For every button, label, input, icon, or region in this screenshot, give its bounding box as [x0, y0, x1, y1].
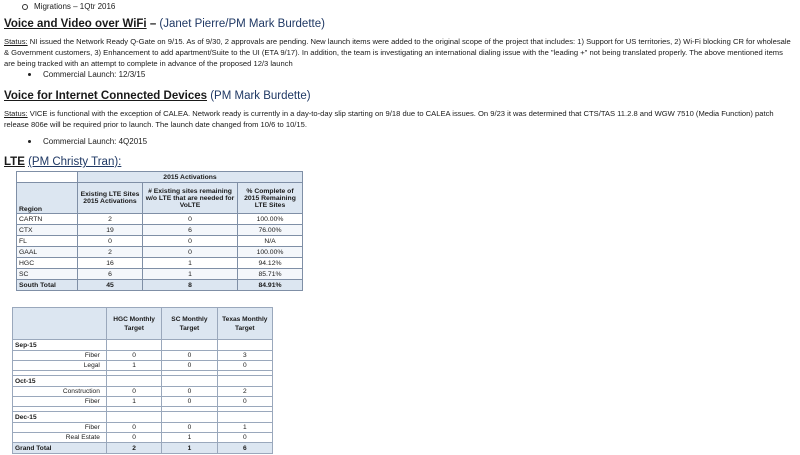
- existing-cell: 2: [78, 214, 143, 225]
- texas-value: 0: [217, 433, 272, 443]
- lte-heading-owners: (PM Christy Tran):: [28, 156, 122, 168]
- lte-col-remaining: # Existing sites remaining w/o LTE that are needed for VoLTE: [143, 183, 238, 214]
- iot-heading-title: Voice for Internet Connected Devices: [4, 90, 208, 102]
- sc-value: 0: [162, 351, 217, 361]
- bullet-dot-icon: [28, 140, 31, 143]
- table-row: [13, 397, 273, 407]
- region-cell: SC: [17, 269, 78, 280]
- iot-status: [4, 108, 794, 130]
- texas-value: 0: [217, 361, 272, 371]
- remaining-cell: 6: [143, 225, 238, 236]
- wifi-heading: [4, 18, 325, 30]
- mt-col-texas: Texas Monthly Target: [217, 308, 272, 340]
- texas-value: 0: [217, 397, 272, 407]
- wifi-heading-dash: –: [146, 18, 160, 30]
- group-row: [13, 340, 273, 351]
- existing-cell: 19: [78, 225, 143, 236]
- lte-band-spacer: [17, 172, 78, 183]
- wifi-heading-title: Voice and Video over WiFi: [4, 18, 147, 30]
- region-cell: CARTN: [17, 214, 78, 225]
- group-label: Sep-15: [13, 340, 107, 351]
- remaining-cell: 0: [143, 214, 238, 225]
- sc-total: 1: [162, 443, 217, 454]
- percent-cell: 100.00%: [238, 214, 303, 225]
- mt-col-sc: SC Monthly Target: [162, 308, 217, 340]
- percent-cell: 94.12%: [238, 258, 303, 269]
- iot-status-label: Status:: [4, 109, 28, 118]
- lte-heading-title: LTE: [4, 156, 25, 168]
- lte-col-region: Region: [17, 183, 78, 214]
- table-row: [17, 214, 303, 225]
- group-label: Dec-15: [13, 412, 107, 423]
- percent-cell: 85.71%: [238, 269, 303, 280]
- wifi-status-text: NI issued the Network Ready Q-Gate on 9/15. As of 9/30, 2 approvals are pending. New launch items were added to the original scope of the project that includes: 1) Support for US territories, 2) Wi-Fi blocking CR for wholesale & Government customers, 3) Enhancement to add apartment/Suite to the UI (ETA 9/17). In addition, the team is investigating an international dialing issue with the "leading +" not being translated properly. The above mentioned items are being tracked with an attempt to complete in advance of the proposed 12/3 launch: [4, 37, 791, 68]
- wifi-status: [4, 36, 794, 69]
- item-label: Fiber: [13, 397, 107, 407]
- texas-value: 2: [217, 387, 272, 397]
- item-label: Construction: [13, 387, 107, 397]
- circle-bullet-icon: [22, 4, 28, 10]
- sc-value: 0: [162, 423, 217, 433]
- texas-value: 1: [217, 423, 272, 433]
- total-percent-cell: 84.91%: [238, 280, 303, 291]
- grand-total-label: Grand Total: [13, 443, 107, 454]
- remaining-cell: 1: [143, 258, 238, 269]
- region-cell: GAAL: [17, 247, 78, 258]
- existing-cell: 6: [78, 269, 143, 280]
- remaining-cell: 1: [143, 269, 238, 280]
- table-row: [17, 247, 303, 258]
- table-row: [13, 387, 273, 397]
- table-row: [17, 236, 303, 247]
- region-cell: FL: [17, 236, 78, 247]
- existing-cell: 16: [78, 258, 143, 269]
- table-row: [17, 258, 303, 269]
- percent-cell: 76.00%: [238, 225, 303, 236]
- lte-band-title: 2015 Activations: [78, 172, 303, 183]
- iot-status-text: VICE is functional with the exception of CALEA. Network ready is currently in a day-to-day slip starting on 9/18 due to CALEA issues. On 9/23 it was determined that CTS/TAS 11.2.8 and WGW 7510 (Media Function) patch release 806e will be required prior to launch. The launch date changed from 10/6 to 10/15.: [4, 109, 774, 129]
- lte-activations-table-wrap: [16, 171, 303, 291]
- sc-value: 0: [162, 397, 217, 407]
- table-row: [13, 423, 273, 433]
- wifi-launch-bullet: [28, 70, 145, 79]
- hgc-value: 0: [106, 387, 161, 397]
- texas-value: 3: [217, 351, 272, 361]
- lte-heading: [4, 156, 121, 168]
- total-label-cell: South Total: [17, 280, 78, 291]
- lte-col-percent: % Complete of 2015 Remaining LTE Sites: [238, 183, 303, 214]
- wifi-status-label: Status:: [4, 37, 28, 46]
- iot-heading-owners: (PM Mark Burdette): [210, 90, 311, 102]
- hgc-value: 0: [106, 423, 161, 433]
- existing-cell: 2: [78, 247, 143, 258]
- mt-corner-cell: [13, 308, 107, 340]
- bullet-dot-icon: [28, 73, 31, 76]
- top-subbullet: [22, 2, 115, 12]
- sc-value: 0: [162, 387, 217, 397]
- item-label: Fiber: [13, 423, 107, 433]
- item-label: Fiber: [13, 351, 107, 361]
- group-row: [13, 412, 273, 423]
- iot-heading: [4, 90, 311, 102]
- region-cell: HGC: [17, 258, 78, 269]
- sc-value: 0: [162, 361, 217, 371]
- hgc-value: 1: [106, 361, 161, 371]
- migrations-text: Migrations – 1Qtr 2016: [34, 2, 116, 11]
- item-label: Legal: [13, 361, 107, 371]
- hgc-value: 0: [106, 433, 161, 443]
- hgc-value: 1: [106, 397, 161, 407]
- percent-cell: 100.00%: [238, 247, 303, 258]
- group-row: [13, 376, 273, 387]
- total-existing-cell: 45: [78, 280, 143, 291]
- total-remaining-cell: 8: [143, 280, 238, 291]
- table-row: [13, 433, 273, 443]
- table-row: [17, 269, 303, 280]
- iot-launch-text: Commercial Launch: 4Q2015: [43, 137, 148, 146]
- hgc-value: 0: [106, 351, 161, 361]
- lte-activations-table: [16, 171, 303, 291]
- wifi-launch-text: Commercial Launch: 12/3/15: [43, 70, 146, 79]
- wifi-heading-owners: (Janet Pierre/PM Mark Burdette): [159, 18, 325, 30]
- monthly-target-table-wrap: [12, 307, 273, 454]
- lte-col-existing: Existing LTE Sites 2015 Activations: [78, 183, 143, 214]
- mt-col-hgc: HGC Monthly Target: [106, 308, 161, 340]
- table-total-row: [17, 280, 303, 291]
- table-row: [13, 351, 273, 361]
- item-label: Real Estate: [13, 433, 107, 443]
- group-label: Oct-15: [13, 376, 107, 387]
- sc-value: 1: [162, 433, 217, 443]
- texas-total: 6: [217, 443, 272, 454]
- region-cell: CTX: [17, 225, 78, 236]
- grand-total-row: [13, 443, 273, 454]
- hgc-total: 2: [106, 443, 161, 454]
- percent-cell: N/A: [238, 236, 303, 247]
- remaining-cell: 0: [143, 236, 238, 247]
- remaining-cell: 0: [143, 247, 238, 258]
- existing-cell: 0: [78, 236, 143, 247]
- monthly-target-table: [12, 307, 273, 454]
- table-row: [17, 225, 303, 236]
- iot-launch-bullet: [28, 137, 147, 146]
- table-row: [13, 361, 273, 371]
